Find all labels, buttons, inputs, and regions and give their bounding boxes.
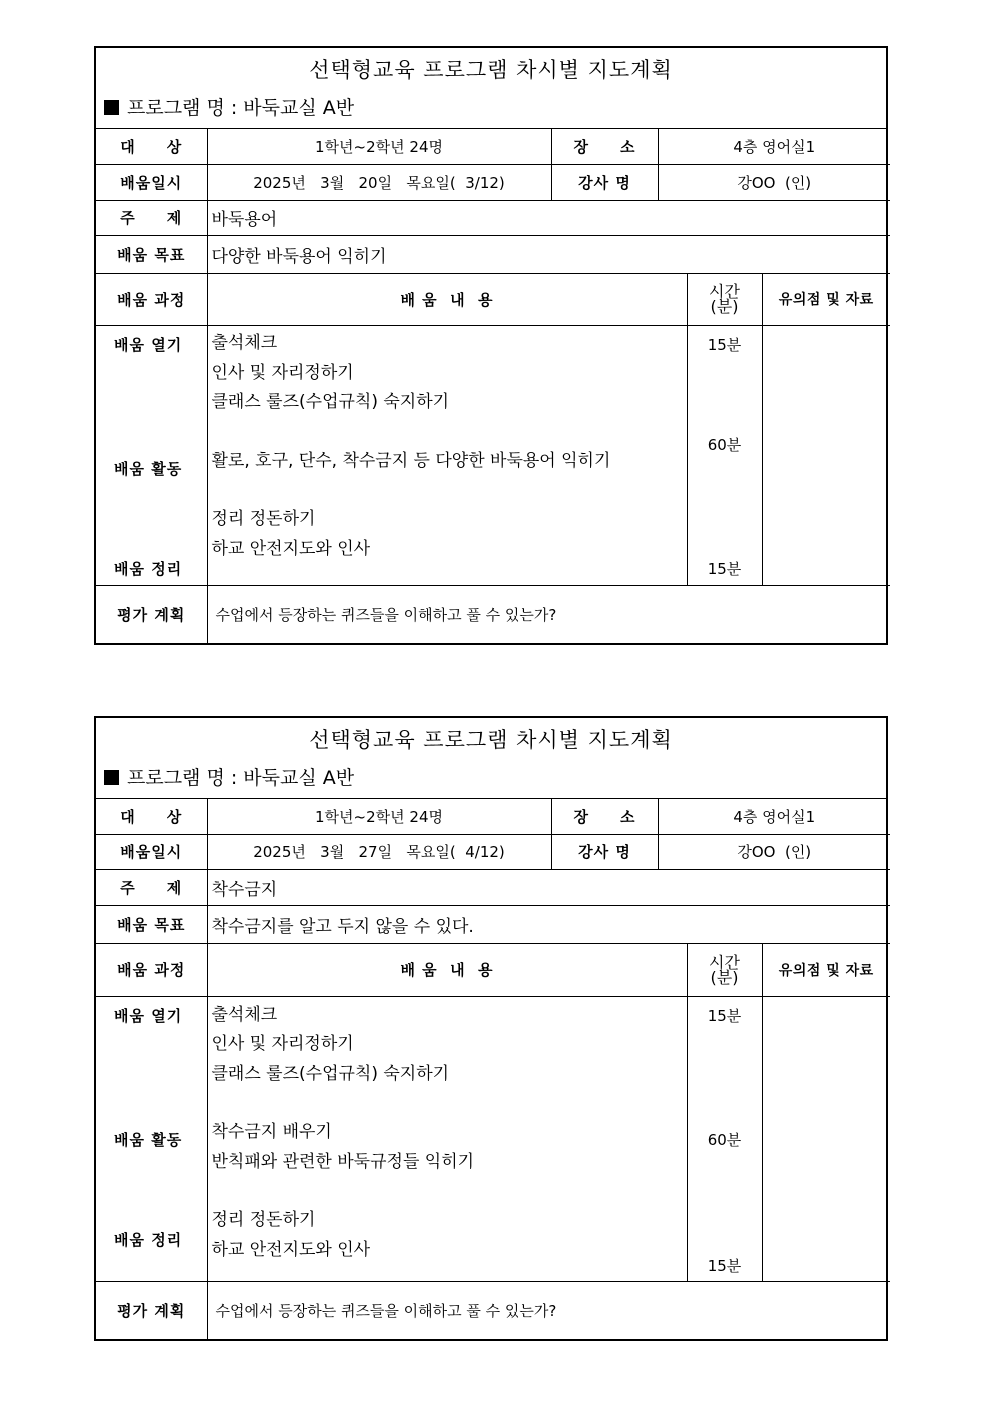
topic-value: 착수금지 — [207, 869, 890, 905]
content-line: 하교 안전지도와 인사 — [211, 1239, 371, 1260]
content-line: 정리 정돈하기 — [211, 1209, 316, 1230]
teacher-value: 강OO (인) — [658, 834, 890, 869]
time-cell — [687, 325, 762, 585]
process-header: 배움 과정 — [96, 273, 207, 325]
content-line: 착수금지 배우기 — [211, 1121, 332, 1142]
content-line: 인사 및 자리정하기 — [211, 362, 354, 383]
process-header: 배움 과정 — [96, 943, 207, 996]
plan-table — [96, 799, 890, 1339]
target-label: 대 상 — [96, 799, 207, 834]
content-line: 출석체크 — [211, 332, 278, 353]
stage-cell — [96, 325, 207, 585]
eval-label: 평가 계획 — [96, 1281, 207, 1339]
time-activity: 60분 — [707, 435, 742, 454]
teacher-label: 강사 명 — [551, 164, 658, 200]
date-value: 2025년 3월 27일 목요일( 4/12) — [207, 834, 551, 869]
stage-activity: 배움 활동 — [114, 459, 183, 478]
time-close: 15분 — [707, 559, 742, 578]
time-activity: 60분 — [707, 1130, 742, 1149]
topic-value: 바둑용어 — [207, 200, 890, 235]
plan-title: 선택형교육 프로그램 차시별 지도계획 — [309, 728, 673, 752]
content-line: 정리 정돈하기 — [211, 508, 316, 529]
time-header: 시간 (분) — [687, 273, 762, 325]
stage-cell — [96, 996, 207, 1281]
stage-open: 배움 열기 — [114, 1006, 183, 1025]
content-line: 인사 및 자리정하기 — [211, 1033, 354, 1054]
topic-label: 주 제 — [96, 869, 207, 905]
time-open: 15분 — [707, 1006, 742, 1025]
goal-label: 배움 목표 — [96, 905, 207, 943]
notes-cell — [762, 325, 890, 585]
stage-open: 배움 열기 — [114, 335, 183, 354]
eval-label: 평가 계획 — [96, 585, 207, 643]
time-close: 15분 — [707, 1256, 742, 1275]
stage-activity: 배움 활동 — [114, 1130, 183, 1149]
plan-title: 선택형교육 프로그램 차시별 지도계획 — [309, 58, 673, 82]
content-header: 배 움 내 용 — [207, 943, 687, 996]
eval-value: 수업에서 등장하는 퀴즈들을 이해하고 풀 수 있는가? — [207, 1281, 890, 1339]
content-line: 출석체크 — [211, 1004, 278, 1025]
date-label: 배움일시 — [96, 834, 207, 869]
program-name-text: 프로그램 명 : 바둑교실 A반 — [127, 767, 355, 789]
lesson-plan-2 — [94, 716, 888, 1341]
target-value: 1학년~2학년 24명 — [207, 799, 551, 834]
goal-value: 착수금지를 알고 두지 않을 수 있다. — [207, 905, 890, 943]
date-label: 배움일시 — [96, 164, 207, 200]
square-bullet-icon — [104, 100, 119, 115]
plan-table — [96, 129, 890, 643]
content-line: 하교 안전지도와 인사 — [211, 538, 371, 559]
goal-value: 다양한 바둑용어 익히기 — [207, 235, 890, 273]
time-cell — [687, 996, 762, 1281]
lesson-plan-1 — [94, 46, 888, 645]
time-header: 시간 (분) — [687, 943, 762, 996]
target-value: 1학년~2학년 24명 — [207, 129, 551, 164]
topic-label: 주 제 — [96, 200, 207, 235]
place-label: 장 소 — [551, 129, 658, 164]
time-open: 15분 — [707, 335, 742, 354]
eval-value: 수업에서 등장하는 퀴즈들을 이해하고 풀 수 있는가? — [207, 585, 890, 643]
content-cell — [207, 325, 687, 585]
target-label: 대 상 — [96, 129, 207, 164]
program-name-text: 프로그램 명 : 바둑교실 A반 — [127, 97, 355, 119]
content-line: 활로, 호구, 단수, 착수금지 등 다양한 바둑용어 익히기 — [211, 450, 611, 471]
content-header: 배 움 내 용 — [207, 273, 687, 325]
square-bullet-icon — [104, 770, 119, 785]
place-value: 4층 영어실1 — [658, 799, 890, 834]
place-label: 장 소 — [551, 799, 658, 834]
content-line: 클래스 룰즈(수업규칙) 숙지하기 — [211, 391, 450, 412]
teacher-label: 강사 명 — [551, 834, 658, 869]
stage-close: 배움 정리 — [114, 559, 183, 578]
notes-header: 유의점 및 자료 — [762, 273, 890, 325]
place-value: 4층 영어실1 — [658, 129, 890, 164]
program-name — [96, 758, 886, 799]
notes-cell — [762, 996, 890, 1281]
stage-close: 배움 정리 — [114, 1230, 183, 1249]
content-line: 반칙패와 관련한 바둑규정들 익히기 — [211, 1151, 475, 1172]
program-name — [96, 88, 886, 129]
content-line: 클래스 룰즈(수업규칙) 숙지하기 — [211, 1063, 450, 1084]
goal-label: 배움 목표 — [96, 235, 207, 273]
date-value: 2025년 3월 20일 목요일( 3/12) — [207, 164, 551, 200]
teacher-value: 강OO (인) — [658, 164, 890, 200]
notes-header: 유의점 및 자료 — [762, 943, 890, 996]
content-cell — [207, 996, 687, 1281]
